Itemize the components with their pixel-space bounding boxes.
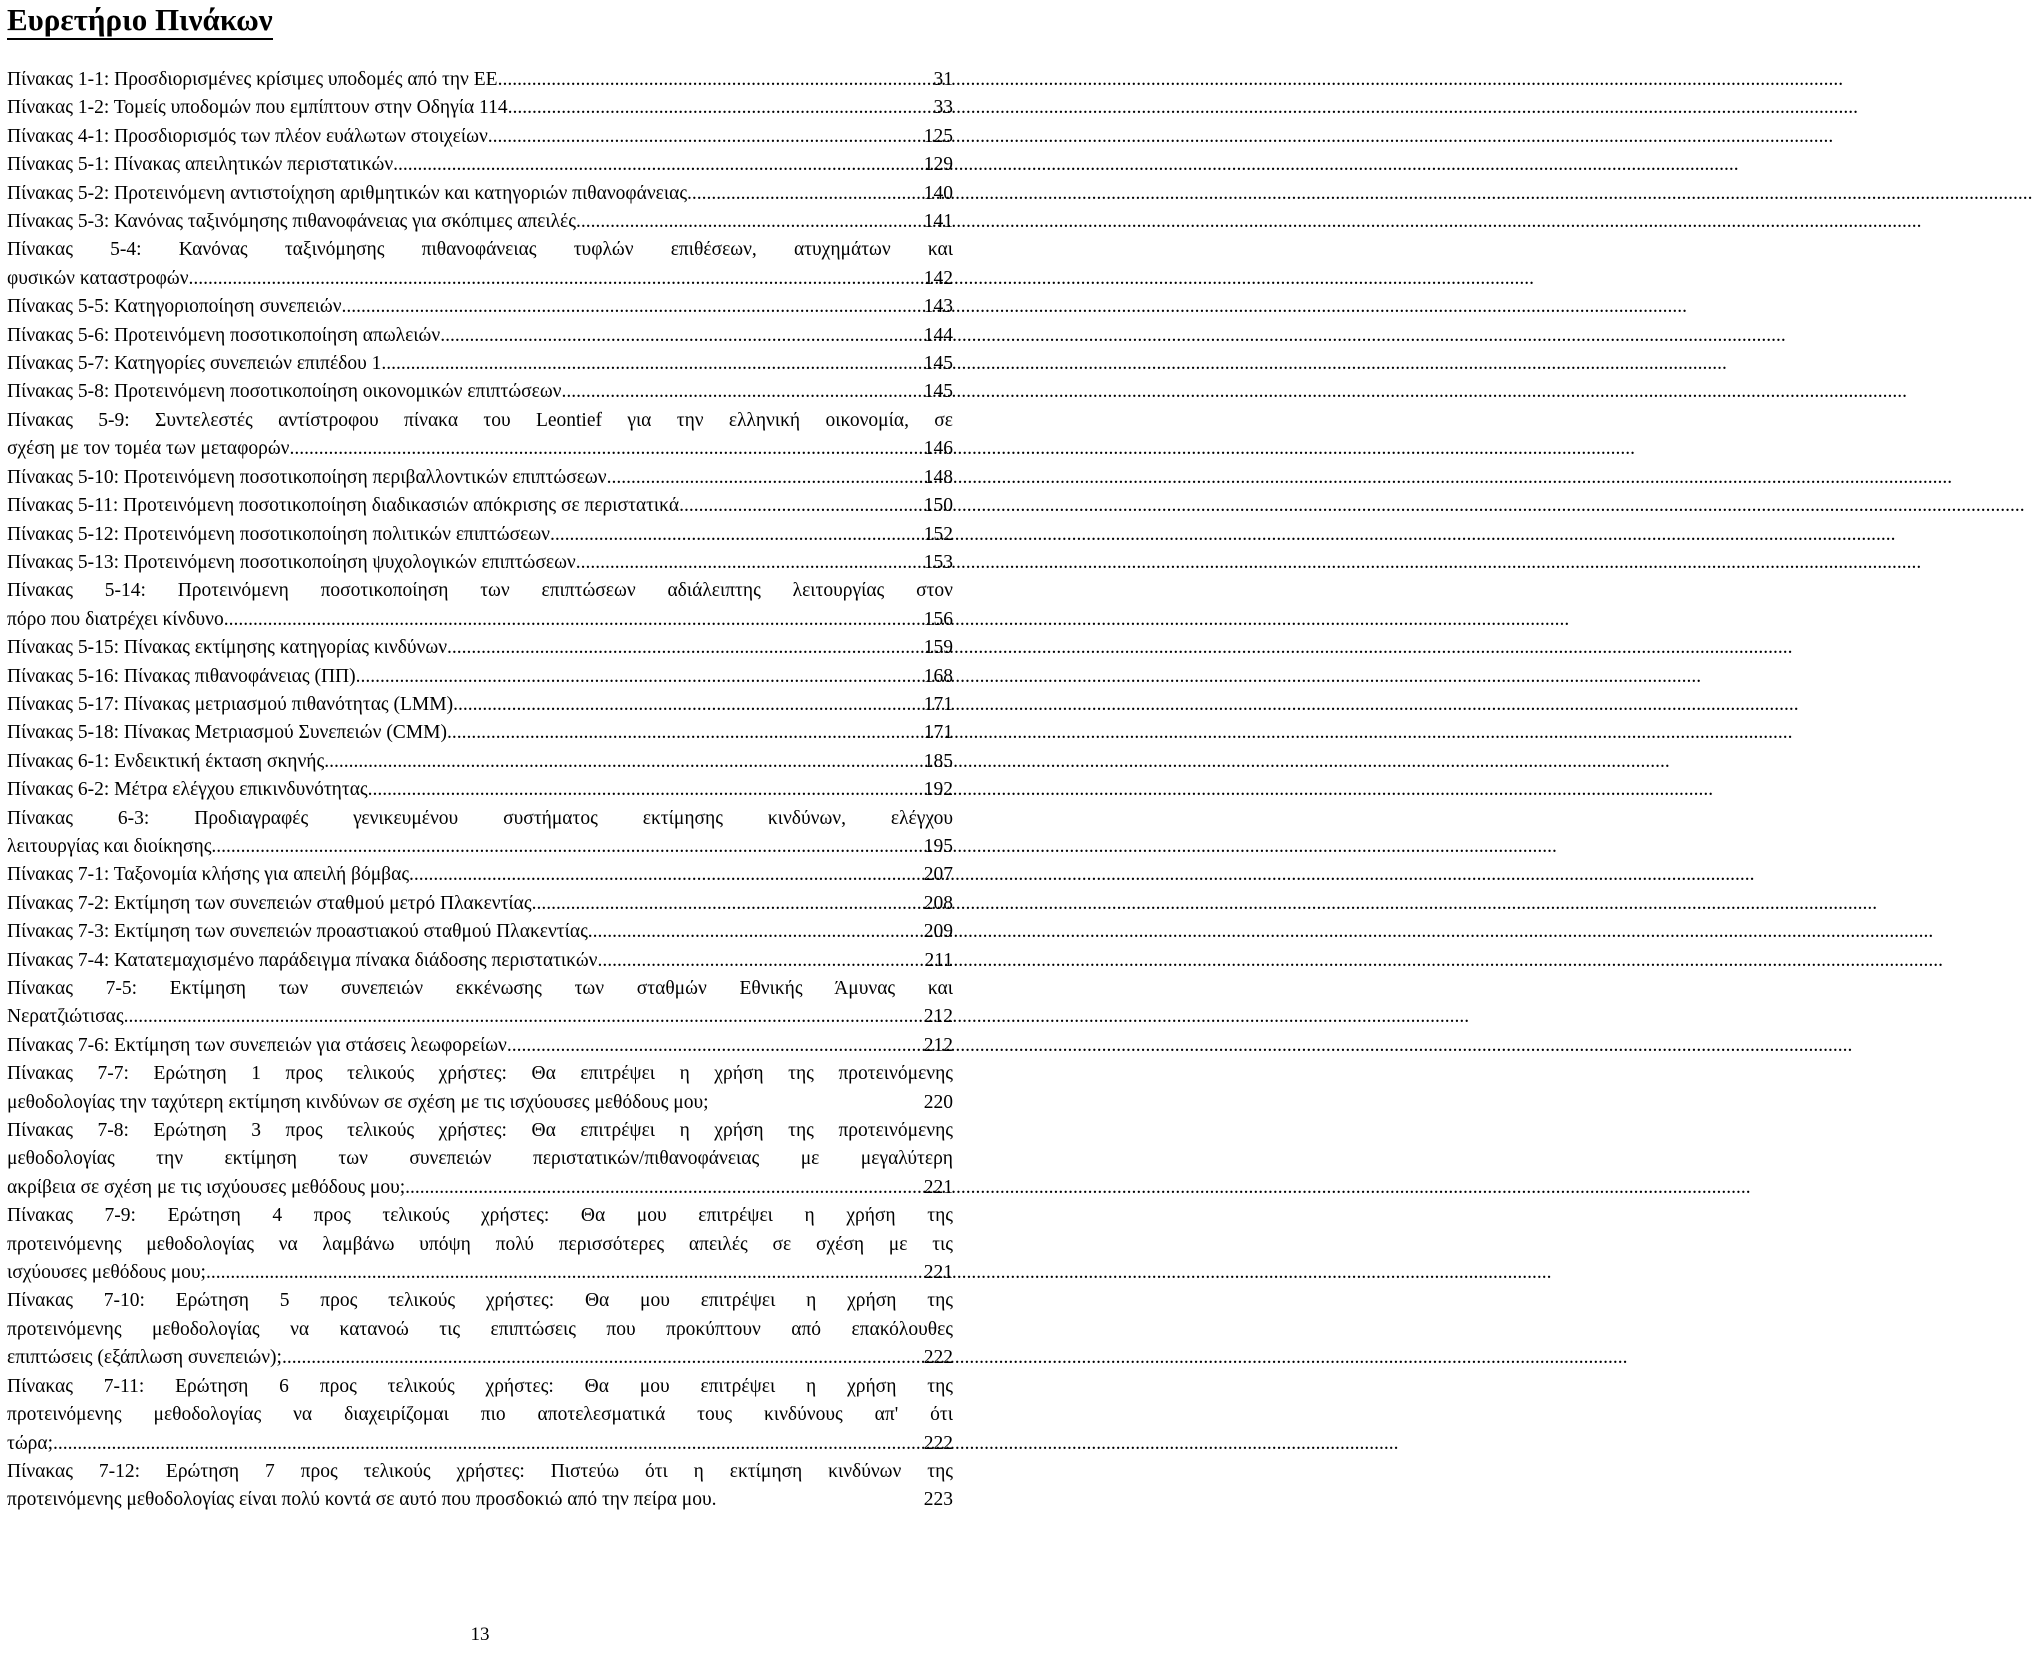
- toc-entry-page-number: 143: [923, 296, 953, 318]
- toc-entry-leader-dots: [282, 1344, 920, 1372]
- toc-entry-text: σχέση με τον τομέα των μεταφορών: [7, 438, 290, 460]
- toc-entry-line: Πίνακας 7-12: Ερώτηση 7 προς τελικούς χρήστες: Πιστεύω ότι η εκτίμηση κινδύνων της: [7, 1460, 953, 1482]
- toc-entry-last-line: [7, 265, 953, 293]
- toc-entry-last-line: [7, 123, 953, 151]
- toc-entry-last-line: [7, 663, 953, 691]
- toc-entry-page-number: 222: [923, 1432, 953, 1454]
- toc-entry[interactable]: [7, 464, 953, 492]
- toc-entry[interactable]: [7, 322, 953, 350]
- toc-entry-line: προτεινόμενης μεθοδολογίας να διαχειρίζομαι πιο αποτελεσματικά τους κινδύνους απ' ότι: [7, 1404, 953, 1426]
- toc-entry-line: Πίνακας 5-9: Συντελεστές αντίστροφου πίνακα του Leontief για την ελληνική οικονομία, σε: [7, 409, 953, 431]
- toc-entry-text: Πίνακας 6-1: Ενδεικτική έκταση σκηνής: [7, 750, 325, 772]
- toc-entry[interactable]: [7, 748, 953, 776]
- toc-entry-text: Πίνακας 7-2: Εκτίμηση των συνεπειών σταθμού μετρό Πλακεντίας: [7, 892, 532, 914]
- toc-entry[interactable]: [7, 1060, 953, 1117]
- toc-entry-leader-dots: [447, 634, 920, 662]
- toc-entry-text: Πίνακας 7-6: Εκτίμηση των συνεπειών για στάσεις λεωφορείων: [7, 1034, 507, 1056]
- toc-entry-text: Πίνακας 5-8: Προτεινόμενη ποσοτικοποίηση οικονομικών επιπτώσεων: [7, 381, 562, 403]
- toc-entry-page-number: 211: [924, 949, 953, 971]
- toc-entry-last-line: [7, 918, 953, 946]
- toc-entry-last-line: [7, 861, 953, 889]
- toc-entry-last-line: [7, 180, 953, 208]
- toc-entry[interactable]: [7, 634, 953, 662]
- toc-entry-text: Πίνακας 5-17: Πίνακας μετριασμού πιθανότητας (LMM): [7, 693, 454, 715]
- toc-entry[interactable]: [7, 918, 953, 946]
- toc-entry-page-number: 129: [923, 154, 953, 176]
- toc-entry-leader-dots: [576, 208, 920, 236]
- toc-entry-leader-dots: [576, 549, 920, 577]
- toc-entry-text: Πίνακας 5-2: Προτεινόμενη αντιστοίχηση αριθμητικών και κατηγοριών πιθανοφάνειας: [7, 182, 688, 204]
- toc-entry-page-number: 152: [923, 523, 953, 545]
- toc-entry-last-line: [7, 464, 953, 492]
- toc-entry-leader-dots: [507, 1032, 920, 1060]
- toc-entry[interactable]: [7, 947, 953, 975]
- toc-entry-last-line: [7, 151, 953, 179]
- toc-entry[interactable]: [7, 208, 953, 236]
- toc-entry-last-line: [7, 492, 953, 520]
- toc-entry[interactable]: [7, 1373, 953, 1458]
- toc-entry-page-number: 156: [923, 608, 953, 630]
- toc-entry-last-line: [7, 691, 953, 719]
- toc-entry-line: Πίνακας 7-7: Ερώτηση 1 προς τελικούς χρήστες: Θα επιτρέψει η χρήση της προτεινόμενης: [7, 1063, 953, 1085]
- toc-entry[interactable]: [7, 350, 953, 378]
- toc-entry-last-line: [7, 94, 953, 122]
- toc-entry-text: Νερατζιώτισας: [7, 1006, 124, 1028]
- toc-entry[interactable]: [7, 776, 953, 804]
- toc-entry-last-line: [7, 1174, 953, 1202]
- toc-entry[interactable]: [7, 378, 953, 406]
- toc-entry-leader-dots: [405, 1174, 920, 1202]
- toc-entry[interactable]: [7, 151, 953, 179]
- toc-entry[interactable]: [7, 492, 953, 520]
- toc-entry-page-number: 31: [933, 69, 953, 90]
- toc-entry-text: Πίνακας 6-2: Μέτρα ελέγχου επικινδυνότητας: [7, 779, 368, 801]
- toc-entry[interactable]: [7, 1032, 953, 1060]
- toc-entry-text: Πίνακας 5-5: Κατηγοριοποίηση συνεπειών: [7, 296, 342, 318]
- toc-entry-leader-dots: [512, 94, 929, 122]
- toc-entry-text: Πίνακας 5-12: Προτεινόμενη ποσοτικοποίηση πολιτικών επιπτώσεων: [7, 523, 550, 545]
- toc-entry-page-number: 168: [923, 665, 953, 687]
- toc-entry-last-line: [7, 293, 953, 321]
- toc-entry-leader-dots: [368, 776, 920, 804]
- toc-entry-line: μεθοδολογίας την εκτίμηση των συνεπειών περιστατικών/πιθανοφάνειας με μεγαλύτερη: [7, 1148, 953, 1170]
- toc-entry-leader-dots: [381, 350, 919, 378]
- toc-entry-last-line: [7, 606, 953, 634]
- toc-entry-page-number: 125: [923, 125, 953, 147]
- toc-entry-last-line: [7, 1003, 953, 1031]
- toc-entry-last-line: [7, 322, 953, 350]
- toc-entry-text: Πίνακας 4-1: Προσδιορισμός των πλέον ευάλωτων στοιχείων: [7, 125, 488, 147]
- toc-entry[interactable]: [7, 180, 953, 208]
- toc-entry[interactable]: [7, 549, 953, 577]
- toc-entry-leader-dots: [498, 66, 930, 94]
- toc-entry[interactable]: [7, 236, 953, 293]
- toc-entry-page-number: 144: [923, 324, 953, 346]
- toc-entry-leader-dots: [189, 265, 920, 293]
- toc-entry[interactable]: [7, 66, 953, 94]
- toc-entry-last-line: [7, 890, 953, 918]
- toc-entry-last-line: [7, 748, 953, 776]
- toc-entry-text: φυσικών καταστροφών: [7, 267, 189, 289]
- toc-entry-last-line: [7, 435, 953, 463]
- toc-entry-text: Πίνακας 5-7: Κατηγορίες συνεπειών επιπέδου 1: [7, 353, 382, 375]
- toc-entry-text: λειτουργίας και διοίκησης: [7, 835, 212, 857]
- toc-entry-text: Πίνακας 7-3: Εκτίμηση των συνεπειών προαστιακού σταθμού Πλακεντίας: [7, 921, 588, 943]
- toc-entry-page-number: 142: [923, 267, 953, 289]
- toc-entry-text: Πίνακας 5-13: Προτεινόμενη ποσοτικοποίηση ψυχολογικών επιπτώσεων: [7, 551, 576, 573]
- toc-entry-text: Πίνακας 5-6: Προτεινόμενη ποσοτικοποίηση απωλειών: [7, 324, 441, 346]
- toc-entry-line: Πίνακας 7-9: Ερώτηση 4 προς τελικούς χρήστες: Θα μου επιτρέψει η χρήση της: [7, 1205, 953, 1227]
- toc-entry-line: προτεινόμενης μεθοδολογίας να λαμβάνω υπόψη πολύ περισσότερες απειλές σε σχέση με τις: [7, 1233, 953, 1255]
- toc-entry-last-line: [7, 1259, 953, 1287]
- toc-entry[interactable]: [7, 1202, 953, 1287]
- toc-entry-text: Πίνακας 5-18: Πίνακας Μετριασμού Συνεπειών (CMM): [7, 722, 447, 744]
- toc-entry-last-line: [7, 634, 953, 662]
- toc-entry[interactable]: [7, 663, 953, 691]
- toc-entry-page-number: 150: [923, 495, 953, 517]
- toc-entry-leader-dots: [393, 151, 920, 179]
- toc-entry[interactable]: [7, 890, 953, 918]
- toc-entry-page-number: 223: [923, 1489, 953, 1511]
- toc-entry-leader-dots: [342, 293, 920, 321]
- toc-entry-page-number: 212: [923, 1034, 953, 1056]
- toc-entry-leader-dots: [532, 890, 920, 918]
- toc-entry-text: Πίνακας 5-15: Πίνακας εκτίμησης κατηγορίας κινδύνων: [7, 637, 448, 659]
- toc-entry[interactable]: [7, 719, 953, 747]
- toc-entry-last-line: [7, 549, 953, 577]
- toc-entry-text: Πίνακας 1-1: Προσδιορισμένες κρίσιμες υποδομές από την ΕΕ: [7, 69, 498, 90]
- toc-entry-page-number: 153: [923, 551, 953, 573]
- toc-entry-last-line: [7, 66, 953, 94]
- toc-entry-last-line: [7, 833, 953, 861]
- toc-entry-leader-dots: [290, 435, 920, 463]
- toc-entry-page-number: 195: [923, 835, 953, 857]
- page-title: Ευρετήριο Πινάκων: [7, 2, 273, 40]
- toc-entry-text: Πίνακας 1-2: Τομείς υποδομών που εμπίπτουν στην Οδηγία 114.: [7, 97, 513, 119]
- document-page: [0, 0, 960, 1660]
- toc-entry-last-line: [7, 776, 953, 804]
- toc-entry-leader-dots: [356, 663, 920, 691]
- toc-entry-last-line: [7, 1486, 953, 1514]
- toc-entry-page-number: 208: [923, 892, 953, 914]
- toc-entry-last-line: [7, 1430, 953, 1458]
- toc-entry-line: Πίνακας 7-11: Ερώτηση 6 προς τελικούς χρήστες: Θα μου επιτρέψει η χρήση της: [7, 1375, 953, 1397]
- toc-entry-text: Πίνακας 5-3: Κανόνας ταξινόμησης πιθανοφάνειας για σκόπιμες απειλές: [7, 211, 576, 233]
- toc-entry-page-number: 207: [923, 864, 953, 886]
- toc-entry-last-line: [7, 947, 953, 975]
- toc-entry-page-number: 148: [923, 466, 953, 488]
- toc-entry-text: Πίνακας 7-1: Ταξονομία κλήσης για απειλή βόμβας: [7, 864, 410, 886]
- toc-entry-last-line: [7, 378, 953, 406]
- toc-entry-page-number: 159: [923, 637, 953, 659]
- toc-entry-text: Πίνακας 5-16: Πίνακας πιθανοφάνειας (ΠΠ): [7, 665, 356, 687]
- toc-entry-page-number: 221: [923, 1262, 953, 1284]
- toc-entry[interactable]: [7, 407, 953, 464]
- toc-entry-leader-dots: [224, 606, 920, 634]
- toc-entry-page-number: 171: [923, 722, 953, 744]
- toc-entry-leader-dots: [607, 464, 920, 492]
- toc-entry-leader-dots: [453, 691, 920, 719]
- toc-entry-leader-dots: [206, 1259, 920, 1287]
- toc-entry-leader-dots: [409, 861, 920, 889]
- toc-entry-page-number: 145: [923, 381, 953, 403]
- toc-entry-line: Πίνακας 7-10: Ερώτηση 5 προς τελικούς χρήστες: Θα μου επιτρέψει η χρήση της: [7, 1290, 953, 1312]
- toc-entry[interactable]: [7, 861, 953, 889]
- toc-entry[interactable]: [7, 805, 953, 862]
- toc-entry-leader-dots: [440, 322, 920, 350]
- toc-entry-leader-dots: [124, 1003, 920, 1031]
- toc-entry[interactable]: [7, 293, 953, 321]
- toc-entry-leader-dots: [588, 918, 920, 946]
- toc-entry-page-number: 145: [923, 353, 953, 375]
- table-of-tables-list: [7, 66, 953, 1515]
- toc-entry-leader-dots: [53, 1430, 920, 1458]
- page-number: 13: [470, 1624, 490, 1645]
- toc-entry-page-number: 212: [923, 1006, 953, 1028]
- toc-entry-line: Πίνακας 6-3: Προδιαγραφές γενικευμένου συστήματος εκτίμησης κινδύνων, ελέγχου: [7, 807, 953, 829]
- toc-entry-leader-dots: [597, 947, 920, 975]
- toc-entry[interactable]: [7, 975, 953, 1032]
- toc-entry-last-line: [7, 1089, 953, 1117]
- toc-entry-page-number: 192: [923, 779, 953, 801]
- toc-entry-last-line: [7, 1344, 953, 1372]
- toc-entry[interactable]: [7, 123, 953, 151]
- toc-entry-line: προτεινόμενης μεθοδολογίας να κατανοώ τις επιπτώσεις που προκύπτουν από επακόλουθες: [7, 1318, 953, 1340]
- toc-entry-text: τώρα;: [7, 1432, 54, 1454]
- toc-entry-page-number: 140: [923, 182, 953, 204]
- toc-entry-text: Πίνακας 5-11: Προτεινόμενη ποσοτικοποίηση διαδικασιών απόκρισης σε περιστατικά: [7, 495, 680, 517]
- toc-entry-text: μεθοδολογίας την ταχύτερη εκτίμηση κινδύνων σε σχέση με τις ισχύουσες μεθόδους μου;: [7, 1091, 709, 1113]
- toc-entry[interactable]: [7, 521, 953, 549]
- toc-entry-leader-dots: [324, 748, 920, 776]
- toc-entry[interactable]: [7, 94, 953, 122]
- toc-entry-last-line: [7, 521, 953, 549]
- toc-entry-page-number: 146: [923, 438, 953, 460]
- toc-entry-text: Πίνακας 5-10: Προτεινόμενη ποσοτικοποίηση περιβαλλοντικών επιπτώσεων: [7, 466, 607, 488]
- toc-entry[interactable]: [7, 1287, 953, 1372]
- toc-entry-page-number: 141: [923, 211, 953, 233]
- toc-entry-last-line: [7, 719, 953, 747]
- toc-entry[interactable]: [7, 1458, 953, 1515]
- toc-entry-text: Πίνακας 7-4: Κατατεμαχισμένο παράδειγμα πίνακα διάδοσης περιστατικών: [7, 949, 598, 971]
- toc-entry-page-number: 171: [923, 693, 953, 715]
- toc-entry-text: ισχύουσες μεθόδους μου;: [7, 1262, 206, 1284]
- toc-entry-page-number: 185: [923, 750, 953, 772]
- toc-entry-line: Πίνακας 7-5: Εκτίμηση των συνεπειών εκκένωσης των σταθμών Εθνικής Άμυνας και: [7, 978, 953, 999]
- toc-entry-leader-dots: [679, 492, 920, 520]
- toc-entry[interactable]: [7, 691, 953, 719]
- toc-entry-line: Πίνακας 7-8: Ερώτηση 3 προς τελικούς χρήστες: Θα επιτρέψει η χρήση της προτεινόμενης: [7, 1120, 953, 1142]
- toc-entry-page-number: 222: [923, 1347, 953, 1369]
- toc-entry[interactable]: [7, 1117, 953, 1202]
- toc-entry-page-number: 221: [923, 1176, 953, 1198]
- toc-entry-page-number: 33: [933, 97, 953, 119]
- toc-entry[interactable]: [7, 577, 953, 634]
- toc-entry-leader-dots: [211, 833, 919, 861]
- toc-entry-leader-dots: [447, 719, 920, 747]
- toc-entry-last-line: [7, 350, 953, 378]
- toc-entry-leader-dots: [550, 521, 920, 549]
- toc-entry-leader-dots: [562, 378, 920, 406]
- toc-entry-page-number: 209: [923, 921, 953, 943]
- toc-entry-leader-dots: [687, 180, 920, 208]
- toc-entry-last-line: [7, 208, 953, 236]
- toc-entry-page-number: 220: [923, 1091, 953, 1113]
- toc-entry-line: Πίνακας 5-4: Κανόνας ταξινόμησης πιθανοφάνειας τυφλών επιθέσεων, ατυχημάτων και: [7, 239, 953, 261]
- toc-entry-text: προτεινόμενης μεθοδολογίας είναι πολύ κοντά σε αυτό που προσδοκιώ από την πείρα μου.: [7, 1489, 717, 1511]
- toc-entry-last-line: [7, 1032, 953, 1060]
- toc-entry-text: επιπτώσεις (εξάπλωση συνεπειών);: [7, 1347, 282, 1369]
- toc-entry-leader-dots: [488, 123, 920, 151]
- toc-entry-line: Πίνακας 5-14: Προτεινόμενη ποσοτικοποίηση των επιπτώσεων αδιάλειπτης λειτουργίας στον: [7, 580, 953, 602]
- toc-entry-text: Πίνακας 5-1: Πίνακας απειλητικών περιστατικών: [7, 154, 394, 176]
- toc-entry-text: πόρο που διατρέχει κίνδυνο: [7, 608, 224, 630]
- toc-entry-text: ακρίβεια σε σχέση με τις ισχύουσες μεθόδους μου;: [7, 1176, 406, 1198]
